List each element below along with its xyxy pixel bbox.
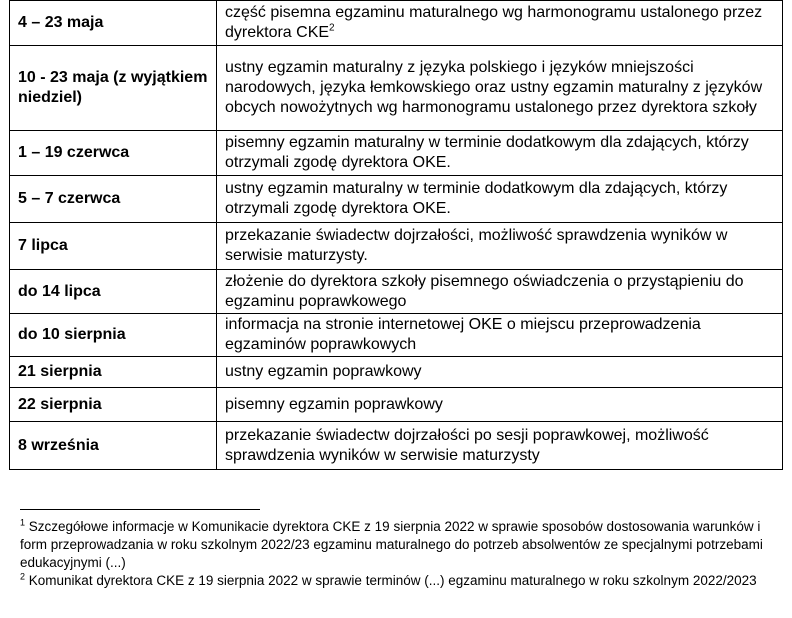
description-text: pisemny egzamin maturalny w terminie dodatkowym dla zdających, którzy otrzymali zgodę dyrektora OKE. (225, 134, 749, 171)
date-text: 7 lipca (18, 237, 68, 254)
date-text: 4 – 23 maja (18, 14, 104, 31)
table-row (10, 176, 783, 223)
date-cell (10, 388, 217, 422)
description-text: pisemny egzamin poprawkowy (225, 395, 443, 413)
footnote-text: Szczegółowe informacje w Komunikacie dyrektora CKE z 19 sierpnia 2022 w sprawie sposobów dostosowania warunków i form przeprowadzania w roku szkolnym 2022/23 egzaminu maturalnego do potrzeb absolwentów ze specjalnymi potrzebami edukacyjnymi (...) (20, 519, 763, 570)
date-cell (10, 176, 217, 223)
description-cell (217, 1, 783, 46)
date-cell (10, 357, 217, 388)
table-row (10, 223, 783, 270)
description-cell (217, 176, 783, 223)
date-cell (10, 131, 217, 176)
footnote-mark: 1 (20, 517, 26, 528)
description-text: złożenie do dyrektora szkoły pisemnego oświadczenia o przystąpieniu do egzaminu poprawkowego (225, 272, 744, 310)
description-text: ustny egzamin poprawkowy (225, 363, 422, 380)
description-cell (217, 388, 783, 422)
description-text: część pisemna egzaminu maturalnego wg harmonogramu ustalonego przez dyrektora CKE (225, 4, 763, 41)
date-cell (10, 422, 217, 470)
date-cell (10, 223, 217, 270)
table-row (10, 314, 783, 357)
description-cell (217, 223, 783, 270)
footnote-2 (20, 572, 780, 590)
description-text: przekazanie świadectw dojrzałości po sesji poprawkowej, możliwość sprawdzenia wyników w serwisie maturzysty (225, 426, 709, 464)
description-cell (217, 314, 783, 357)
date-cell (10, 46, 217, 131)
table-row (10, 131, 783, 176)
date-text: 8 września (18, 436, 99, 454)
footnotes (20, 518, 780, 590)
date-text: 22 sierpnia (18, 395, 102, 413)
date-text: 1 – 19 czerwca (18, 144, 130, 161)
table-row (10, 270, 783, 314)
date-text: 5 – 7 czerwca (18, 190, 121, 207)
table-row (10, 357, 783, 388)
date-cell (10, 270, 217, 314)
date-text: 10 - 23 maja (z wyjątkiem niedziel) (18, 69, 208, 106)
description-cell (217, 131, 783, 176)
date-cell (10, 314, 217, 357)
table-row (10, 388, 783, 422)
footnote-1 (20, 518, 780, 572)
description-text: ustny egzamin maturalny z języka polskiego i języków mniejszości narodowych, języka łemkowskiego oraz ustny egzamin maturalny z języków obcych nowożytnych wg harmonogramu ustalonego przez dyrektora szkoły (225, 59, 763, 116)
date-text: do 10 sierpnia (18, 326, 126, 343)
footnote-separator (20, 509, 260, 510)
table-row (10, 46, 783, 131)
description-text: ustny egzamin maturalny w terminie dodatkowym dla zdających, którzy otrzymali zgodę dyrektora OKE. (225, 180, 728, 217)
description-cell (217, 46, 783, 131)
table-row (10, 422, 783, 470)
date-text: do 14 lipca (18, 282, 101, 300)
description-text: informacja na stronie internetowej OKE o miejscu przeprowadzenia egzaminów poprawkowych (225, 316, 701, 353)
description-cell (217, 270, 783, 314)
date-text: 21 sierpnia (18, 363, 102, 380)
exam-schedule-table (9, 0, 783, 470)
footnote-mark: 2 (20, 571, 26, 582)
footnote-text: Komunikat dyrektora CKE z 19 sierpnia 2022 w sprawie terminów (...) egzaminu maturalnego w roku szkolnym 2022/2023 (28, 573, 757, 588)
date-cell (10, 1, 217, 46)
table-row (10, 1, 783, 46)
description-cell (217, 357, 783, 388)
description-cell (217, 422, 783, 470)
footnote-reference: 2 (329, 22, 335, 34)
description-text: przekazanie świadectw dojrzałości, możliwość sprawdzenia wyników w serwisie maturzysty. (225, 227, 728, 264)
